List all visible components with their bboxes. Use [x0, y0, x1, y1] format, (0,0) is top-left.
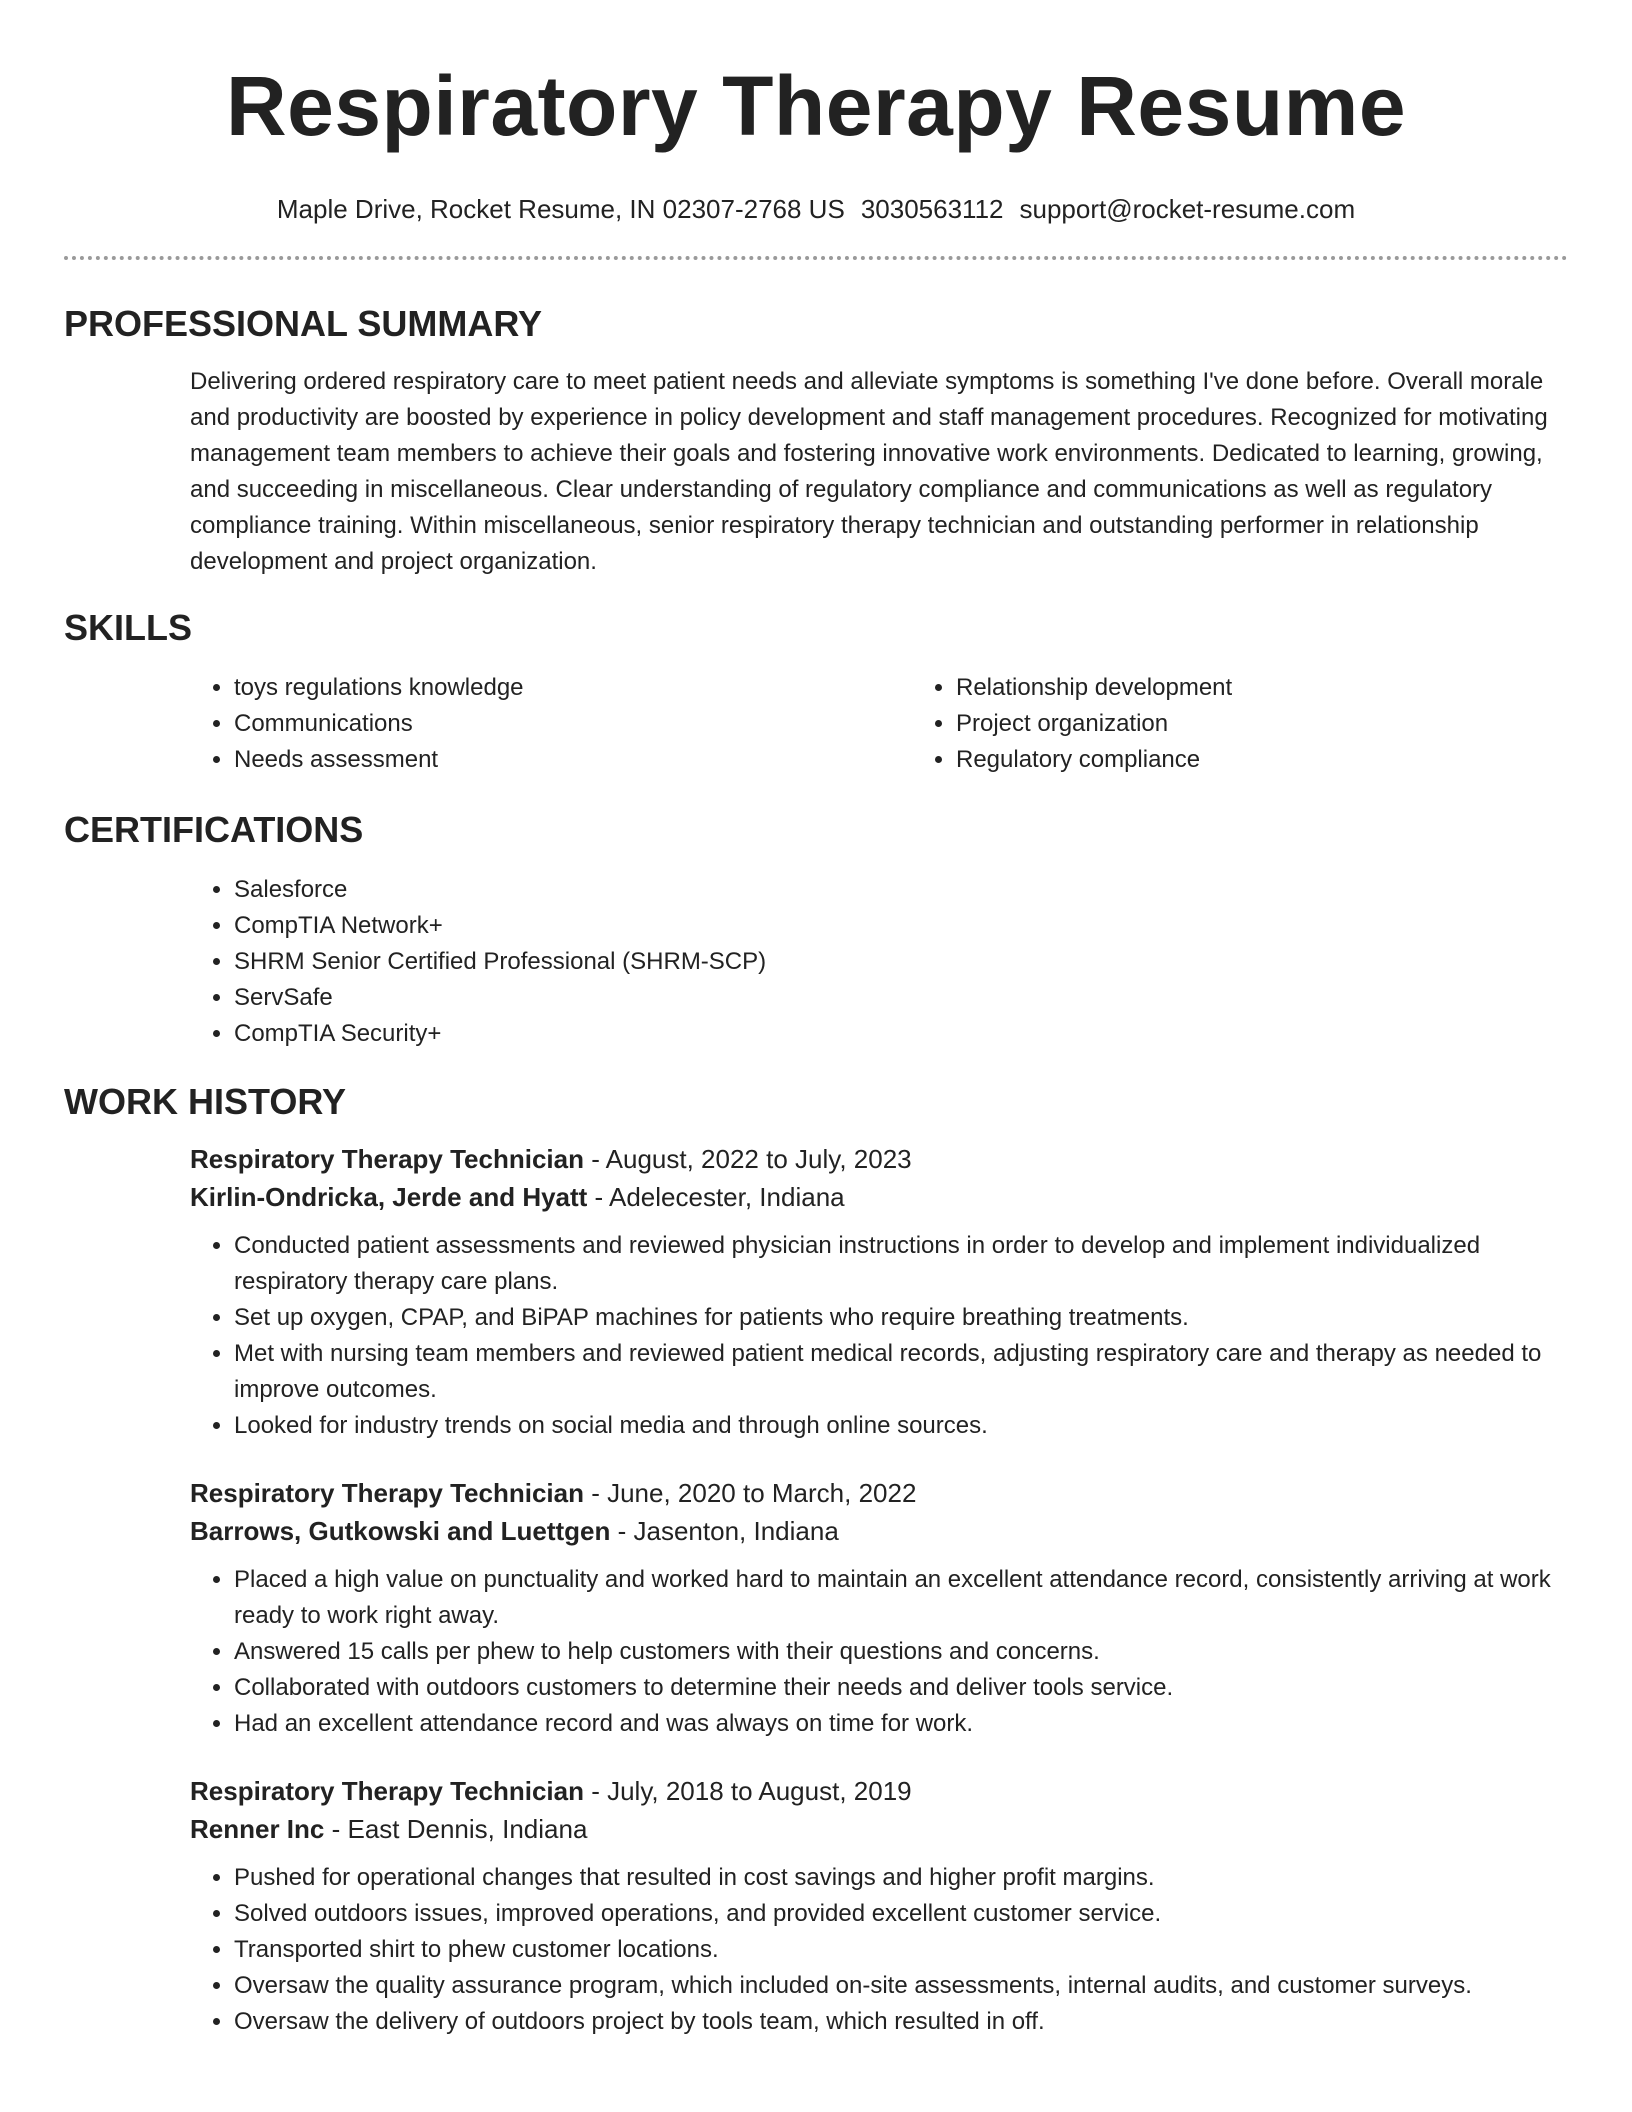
- contact-line: [64, 192, 1568, 226]
- job-company: Kirlin-Ondricka, Jerde and Hyatt: [190, 1182, 588, 1212]
- job-company: Barrows, Gutkowski and Luettgen: [190, 1516, 611, 1546]
- certifications-heading: CERTIFICATIONS: [64, 809, 364, 850]
- contact-address: Maple Drive, Rocket Resume, IN 02307-2768 US: [276, 194, 845, 224]
- job-role: Respiratory Therapy Technician: [190, 1776, 584, 1806]
- header-divider: [64, 256, 1568, 260]
- job-location: - Adelecester, Indiana: [587, 1182, 845, 1212]
- certifications-section: [64, 808, 1568, 1052]
- skills-list: [64, 670, 1568, 778]
- skill-item: • toys regulations knowledge: [234, 670, 912, 706]
- certifications-list: [190, 872, 1568, 1052]
- skills-section: [64, 606, 1568, 778]
- job-bullet: • Answered 15 calls per phew to help customers with their questions and concerns.: [234, 1634, 1568, 1670]
- job-bullets: [190, 1860, 1568, 2040]
- job-bullets: [190, 1562, 1568, 1742]
- job-bullet: • Transported shirt to phew customer locations.: [234, 1932, 1568, 1968]
- job-bullet: • Pushed for operational changes that resulted in cost savings and higher profit margins.: [234, 1860, 1568, 1896]
- skills-column-left: [190, 670, 912, 778]
- summary-body: [64, 364, 1568, 580]
- certification-item: • SHRM Senior Certified Professional (SHRM-SCP): [234, 944, 1568, 980]
- summary-section: [64, 302, 1568, 580]
- job-dates: - July, 2018 to August, 2019: [583, 1776, 912, 1806]
- job-company-line: [190, 1512, 1568, 1550]
- certification-item: • CompTIA Security+: [234, 1016, 1568, 1052]
- job-title-line: [190, 1474, 1568, 1512]
- job-bullets: [190, 1228, 1568, 1444]
- job-bullet: • Looked for industry trends on social media and through online sources.: [234, 1408, 1568, 1444]
- work-history-body: [64, 1140, 1568, 2040]
- skills-column-right: [912, 670, 1632, 778]
- job-bullet: • Conducted patient assessments and reviewed physician instructions in order to develop and implement individualized respiratory therapy care plans.: [234, 1228, 1568, 1300]
- job-title-line: [190, 1772, 1568, 1810]
- skill-item: • Communications: [234, 706, 912, 742]
- summary-heading: PROFESSIONAL SUMMARY: [64, 303, 543, 344]
- job-dates: - August, 2022 to July, 2023: [583, 1144, 912, 1174]
- summary-text: Delivering ordered respiratory care to meet patient needs and alleviate symptoms is something I've done before. Overall morale and productivity are boosted by experience in policy development and staff management procedures. Recognized for motivating management team members to achieve their goals and fostering innovative work environments. Dedicated to learning, growing, and succeeding in miscellaneous. Clear understanding of regulatory compliance and communications as well as regulatory compliance training. Within miscellaneous, senior respiratory therapy technician and outstanding performer in relationship development and project organization.: [190, 368, 1548, 575]
- job-dates: - June, 2020 to March, 2022: [583, 1478, 917, 1508]
- job-entry: [190, 1772, 1568, 2040]
- job-location: - Jasenton, Indiana: [610, 1516, 839, 1546]
- job-company: Renner Inc: [190, 1814, 325, 1844]
- certification-item: • Salesforce: [234, 872, 1568, 908]
- job-bullet: • Had an excellent attendance record and was always on time for work.: [234, 1706, 1568, 1742]
- job-bullet: • Met with nursing team members and reviewed patient medical records, adjusting respiratory care and therapy as needed to improve outcomes.: [234, 1336, 1568, 1408]
- job-bullet: • Placed a high value on punctuality and worked hard to maintain an excellent attendance record, consistently arriving at work ready to work right away.: [234, 1562, 1568, 1634]
- job-bullet: • Oversaw the quality assurance program, which included on-site assessments, internal audits, and customer surveys.: [234, 1968, 1568, 2004]
- job-bullet: • Set up oxygen, CPAP, and BiPAP machines for patients who require breathing treatments.: [234, 1300, 1568, 1336]
- skills-heading: SKILLS: [64, 607, 193, 648]
- skill-item: • Relationship development: [956, 670, 1632, 706]
- job-bullet: • Oversaw the delivery of outdoors project by tools team, which resulted in off.: [234, 2004, 1568, 2040]
- job-title-line: [190, 1140, 1568, 1178]
- skill-item: • Needs assessment: [234, 742, 912, 778]
- job-company-line: [190, 1178, 1568, 1216]
- certification-item: • ServSafe: [234, 980, 1568, 1016]
- work-history-heading: WORK HISTORY: [64, 1081, 347, 1122]
- job-role: Respiratory Therapy Technician: [190, 1478, 584, 1508]
- job-bullet: • Collaborated with outdoors customers to determine their needs and deliver tools service.: [234, 1670, 1568, 1706]
- job-entry: [190, 1140, 1568, 1444]
- job-location: - East Dennis, Indiana: [324, 1814, 588, 1844]
- job-entry: [190, 1474, 1568, 1742]
- resume-header: [64, 0, 1568, 226]
- certification-item: • CompTIA Network+: [234, 908, 1568, 944]
- certifications-body: [64, 872, 1568, 1052]
- job-company-line: [190, 1810, 1568, 1848]
- job-role: Respiratory Therapy Technician: [190, 1144, 584, 1174]
- contact-phone: 3030563112: [860, 194, 1004, 224]
- resume-title: Respiratory Therapy Resume: [225, 59, 1407, 153]
- skill-item: • Project organization: [956, 706, 1632, 742]
- skill-item: • Regulatory compliance: [956, 742, 1632, 778]
- work-history-section: [64, 1080, 1568, 2040]
- job-bullet: • Solved outdoors issues, improved operations, and provided excellent customer service.: [234, 1896, 1568, 1932]
- contact-email: support@rocket-resume.com: [1019, 194, 1356, 224]
